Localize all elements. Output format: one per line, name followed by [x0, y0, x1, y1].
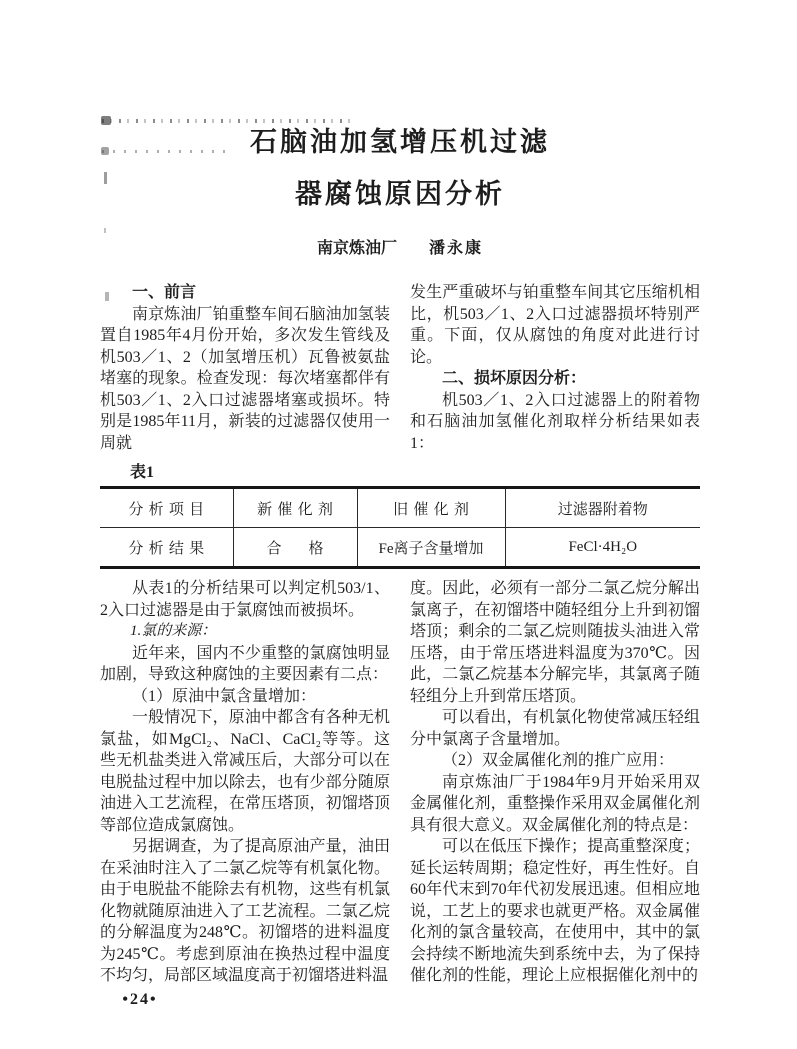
byline [100, 235, 700, 258]
left-column-bottom [100, 578, 390, 1010]
bimetallic-adoption-paragraph: 南京炼油厂于1984年9月开始采用双金属催化剂，重整操作采用双金属催化剂具有很大意义。双金属催化剂的特点是： [410, 773, 700, 834]
cell-qualified: 合格 [233, 528, 357, 568]
bimetallic-catalyst-item-heading: （2）双金属催化剂的推广应用： [442, 752, 675, 770]
crude-chlorine-item-heading: （1）原油中氯含量增加： [132, 687, 317, 705]
cell-old-catalyst: 旧催化剂 [357, 488, 505, 528]
affiliation: 南京炼油厂 [316, 240, 397, 258]
bottom-columns [100, 578, 700, 1010]
damage-analysis-paragraph: 机503／1、2入口过滤器上的附着物和石脑油加氢催化剂取样分析结果如表1： [410, 391, 700, 452]
left-column-top [100, 282, 390, 454]
author-name: 潘永康 [429, 240, 484, 258]
cell-new-catalyst: 新催化剂 [233, 488, 357, 528]
bimetallic-features-paragraph: 可以在低压下操作；提高重整深度；延长运转周期；稳定性好，再生性好。自60年代末到70年代初发展迅速。但相应地说，工艺上的要求也就更严格。双金属催化剂的氯含量较高，在使用中，其中的氯会持续不断地流失到系统中去，为了保持催化剂的性能，理论上应根据催化剂中的 [410, 838, 700, 985]
cell-analysis-result: 分析结果 [128, 540, 210, 557]
decomposition-continuation-paragraph: 度。因此，必须有一部分二氯乙烷分解出氯离子，在初馏塔中随轻组分上升到初馏塔顶；剩余的二氯乙烷则随拔头油进入常压塔，由于常压塔进料温度为370℃。因此，二氯乙烷基本分解完毕，其氯离子随轻组分上升到常压塔顶。 [410, 580, 700, 705]
intro-continuation-paragraph: 发生严重破坏与铂重整车间其它压缩机相比，机503／1、2入口过滤器损坏特别严重。下面，仅从腐蚀的角度对此进行讨论。 [410, 284, 700, 366]
organic-chloride-paragraph: 另据调查，为了提高原油产量，油田在采油时注入了二氯乙烷等有机氯化物。由于电脱盐不能除去有机物，这些有机氯化物就随原油进入了工艺流程。二氯乙烷的分解温度为248℃。初馏塔的进料温度为245℃。考虑到原油在换热过程中温度不均匀，局部区域温度高于初馏塔进料温 [100, 838, 390, 985]
article-title-line1: 石脑油加氢增压机过滤 [250, 127, 550, 157]
page-number: •24• [122, 990, 158, 1008]
damage-analysis-heading: 二、损坏原因分析： [442, 370, 587, 388]
cell-fe-ion: Fe离子含量增加 [357, 528, 505, 568]
chloride-increase-paragraph: 可以看出，有机氯化物使常减压轻组分中氯离子含量增加。 [410, 709, 700, 748]
article-title-line2: 器腐蚀原因分析 [295, 178, 505, 209]
right-column-bottom [410, 578, 700, 1010]
conclusion-paragraph: 从表1的分析结果可以判定机503/1、2入口过滤器是由于氯腐蚀而被损坏。 [100, 580, 390, 619]
table-row-headers [100, 488, 700, 528]
table-row-results [100, 528, 700, 568]
inorganic-salts-paragraph: 一般情况下，原油中都含有各种无机氯盐，如MgCl₂、NaCl、CaCl₂等等。这些无机盐类进入常减压后，大部分可以在电脱盐过程中加以除去，也有少部分随原油进入工艺流程，在常压塔顶，初馏塔顶等部位造成氯腐蚀。 [100, 709, 390, 834]
cell-analysis-item: 分析项目 [100, 488, 233, 528]
table1 [100, 486, 700, 569]
article-content [100, 0, 700, 1010]
chlorine-source-subheading: 1.氯的来源： [130, 623, 217, 640]
chlorine-trend-paragraph: 近年来，国内不少重整的氯腐蚀明显加剧，导致这种腐蚀的主要因素有二点： [100, 644, 390, 684]
right-column-top [410, 282, 700, 454]
top-columns [100, 282, 700, 454]
table1-label: 表1 [130, 464, 155, 482]
cell-filter-deposit: 过滤器附着物 [505, 488, 700, 528]
intro-heading: 一、前言 [132, 284, 197, 302]
intro-paragraph: 南京炼油厂铂重整车间石脑油加氢装置自1985年4月份开始，多次发生管线及机503／1、2（加氢增压机）瓦鲁被氨盐堵塞的现象。检查发现：每次堵塞都伴有机503／1、2入口过滤器堵塞或损坏。特别是1985年11月，新装的过滤器仅使用一周就 [100, 305, 390, 452]
cell-fecl-hydrate: FeCl·4H₂O [505, 528, 700, 568]
